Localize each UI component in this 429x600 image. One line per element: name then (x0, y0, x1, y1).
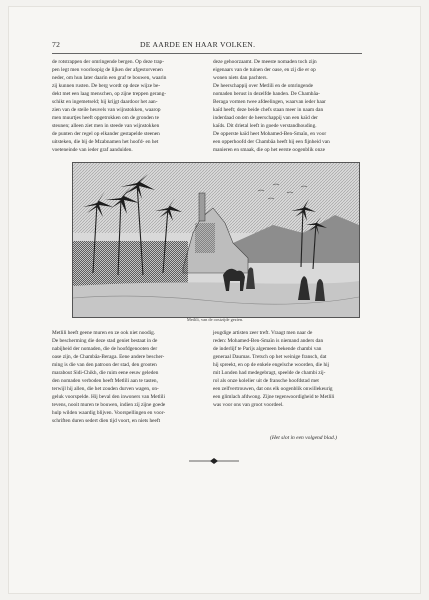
running-header (52, 40, 362, 52)
text-line: zien van de steile heuvels van wijnstokken, waarop (52, 107, 161, 113)
text-line: kaïds. Dit drietal leeft in goede verstandhouding. (213, 123, 317, 129)
text-line: generaal Daumas. Tretsch op het weinige fransch, dat (213, 354, 327, 360)
text-line: De bescherming die deze stad geniet bestaat in de (52, 338, 158, 344)
text-line: ming is die van den patroon der stad, den grooten (52, 362, 157, 368)
text-line: nabijheid der nomaden, die de hoofdgenooten der (52, 346, 158, 352)
text-line: jeugdige artisten zeer treft. Vraagt men naar de (213, 330, 313, 336)
text-line: inderdaad onder de heerschappij van een kaïd der (213, 115, 318, 121)
text-line: mit Londen had medegebragt, speelde de chambi zij- (213, 370, 326, 376)
text-column-bottom-left (52, 329, 201, 425)
text-line: hulp wilden waardig blijven. Voorspellingen en voor- (52, 410, 166, 416)
engraving-drawing (73, 163, 359, 317)
text-column-top-left (52, 58, 201, 154)
text-line: De opperste kaïd heet Mohamed-Ben-Smaïn, en voor (213, 131, 327, 137)
text-line: de rotstrappen der omringende bergen. Op deze trap- (52, 59, 164, 65)
text-line: Metlili heeft geene muren en ze ook niet noodig. (52, 330, 156, 336)
text-line: een glimlach afdwong. Zijne tegenwoordigheid te Metlili (213, 394, 335, 400)
text-line: nomaden berust in dezelfde handen. De Chambâa- (213, 91, 320, 97)
text-line: uitsteken, die bij de Mzabnamen het hoofd- en het (52, 139, 159, 145)
ornament-divider (189, 456, 239, 466)
text-column-bottom-right (213, 329, 363, 409)
text-line: men muurtjes heeft opgetrokken om de gronden te (52, 115, 159, 121)
text-line: eigenaars van de tuinen der oase, en zij die er op (213, 67, 316, 73)
text-line: dekt met een laag menschen, op zijne treppen gerang- (52, 91, 166, 97)
running-title: DE AARDE EN HAAR VOLKEN. (140, 40, 256, 49)
text-line: schikt en ingemetseld; hij krijgt daardoor het aan- (52, 99, 158, 105)
text-line: zij kunnen rusten. De berg wordt op deze wijze be- (52, 83, 161, 89)
header-rule (52, 53, 362, 54)
text-line: De heerschappij over Metlili en de omringende (213, 83, 314, 89)
text-line: geluk voorspelde. Hij beval den inwoners van Metlili (52, 394, 165, 400)
text-line: Beraga vormen twee afdeelingen, waarvan ieder haar (213, 99, 326, 105)
text-line: was voor ons van groot voordeel. (213, 402, 284, 408)
engraving-illustration (72, 162, 360, 318)
text-line: marabout Sidi-Chikh, die ruim eene eeuw geleden (52, 370, 159, 376)
text-line: steunen; alleen ziet men in steede van wijnstokken (52, 123, 160, 129)
text-line: tevens, nooit muren te bouwen, indien zij zijne goede (52, 402, 166, 408)
text-line: een opperhoofd der Chambâa heeft hij een fijnheid van (213, 139, 330, 145)
text-line: oase zijn, de Chambâa-Beraga. Eene andere bescher- (52, 354, 165, 360)
text-line: manieren en smaak, die op het eerste oogenblik onze (213, 147, 325, 153)
text-line: rol als onze kolelier uit de fransche hoofdstad met (213, 378, 319, 384)
page-number: 72 (52, 40, 61, 49)
text-line: wonen niets dan pachters. (213, 75, 268, 81)
text-line: de punten der regel op elkander gestapelde steenen (52, 131, 160, 137)
text-line: voeteneinde van ieder graf aanduiden. (52, 147, 133, 153)
text-line: reden: Mohamed-Ben-Smaïn is niemand anders dan (213, 338, 324, 344)
continuation-note: (Het slot in een volgend blad.) (270, 435, 337, 441)
text-line: de inderlijf te Parijs algemeen bekende chambi van (213, 346, 322, 352)
text-line: hij spreekt, en op de enkele engelsche woorden, die hij (213, 362, 330, 368)
text-line: deze gehoorzaamt. De meeste nomaden toch zijn (213, 59, 317, 65)
text-line: den nomaden verboden heeft Metlili aan te tasten, (52, 378, 158, 384)
text-line: schriften duren sedert dien tijd voort, en niets heeft (52, 418, 161, 424)
text-line: terwijl hij allen, die het zouden durven wagen, on- (52, 386, 159, 392)
text-line: pen legt men voorloopig de lijken der afgestorvenen (52, 67, 163, 73)
text-line: neder, om hun later daarin een graf te bouwen, waarin (52, 75, 167, 81)
illustration-caption: Metlili, van de oostzijde gezien. (186, 317, 244, 322)
text-line: een zelfvertrouwen, dat ons elk oogenblik onwillekeurig (213, 386, 333, 392)
text-column-top-right (213, 58, 363, 154)
text-line: kaïd heeft; deze beide chefs staan meer in naam dan (213, 107, 324, 113)
